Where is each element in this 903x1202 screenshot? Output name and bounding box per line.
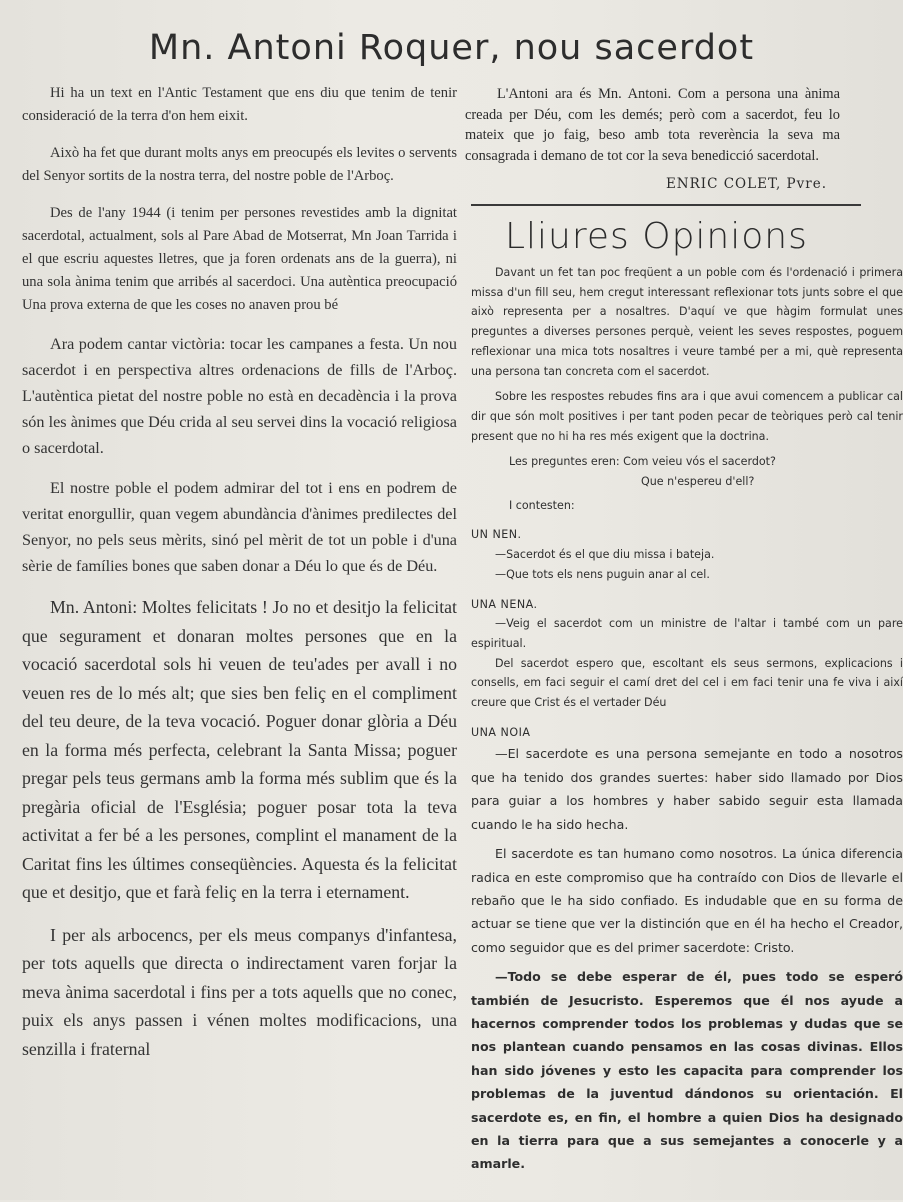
opinions-intro-2: Sobre les respostes rebudes fins ara i que avui comencem a publicar cal dir que són molt positives i per tant poden pecar de teòriques però cal tenir present que no hi ha res més exigent que la doctrina. [471,390,903,443]
article-paragraph-1: Hi ha un text en l'Antic Testament que ens diu que tenim de tenir consideració de la terra d'on hem eixit. [22,85,457,124]
article-continuation [465,84,840,166]
opinions-section [465,263,903,1176]
opinions-title: Lliures Opinions [505,216,808,257]
respondent-answer: Del sacerdot espero que, escoltant els seus sermons, explicacions i consells, em faci seguir el camí dret del cel i em faci tenir una fe viva i així creure que Crist és el vertader Déu [471,656,903,710]
respondent-answer: —Todo se debe esperar de él, pues todo se esperó también de Jesucristo. Esperemos que él nos ayude a hacernos comprender todos los problemas y dudas que se nos plantean cuando pensamos en las cosas divinas. Ellos han sido jóvenes y esto les capacita para comprender los problemas de la juventud dándonos su orientación. El sacerdote es, en fin, el hombre a quien Dios ha designado en la tierra para que a sus semejantes a conocerle y a amarle. [471,969,903,1172]
continuation-paragraph: L'Antoni ara és Mn. Antoni. Com a persona una ànima creada per Déu, com les demés; però com a sacerdot, feu lo mateix que jo faig, beso amb tota reverència la seva ma consagrada i demano de tot cor la seva benedicció sacerdotal. [465,86,840,164]
respondent-answer: —El sacerdote es una persona semejante en todo a nosotros que ha tenido dos grandes suertes: haber sido llamado por Dios para guiar a los hombres y haber sabido seguir esta llamada cuando le ha sido hecha. [471,746,903,832]
respondent-label-2: UNA NENA. [471,597,538,611]
opinions-intro-1: Davant un fet tan poc freqüent a un poble com és l'ordenació i primera missa d'un fill seu, hem cregut interessant reflexionar tots junts sobre el que això representa per a nosaltres. D'aquí ve que hàgim formulat unes preguntes a diverses persones perquè, veient les seves respostes, poguem reflexionar una mica tots nosaltres i veure també per a mi, què representa una persona tan concreta com el sacerdot. [471,266,903,378]
right-column [465,84,903,1200]
article-paragraph-3: Des de l'any 1944 (i tenim per persones revestides amb la dignitat sacerdotal, actualment, sols al Pare Abad de Motserrat, Mn Joan Tarrida i el que escriu aquestes lletres, que ja foren ordenats ans de la guerra), ni una sola ànima tenim que arribés al sacerdoci. Una autèntica preocupació Una prova externa de que les coses no anaven prou bé [22,205,457,313]
article-paragraph-5: El nostre poble el podem admirar del tot i ens en podrem de veritat enorgullir, quan vegem abundància d'ànimes predilectes del Senyor, no pels seus mèrits, sinó pel mèrit de tot un poble i d'una sèrie de famílies bones que saben donar a Déu lo que és de Déu. [22,479,457,575]
respondent-answer: El sacerdote es tan humano como nosotros. La única diferencia radica en este compromiso que ha contraído con Dios de llevarle el rebaño que le ha sido confiado. Es indudable que en su forma de actuar se tiene que ver la distinción que en él ha hecho el Creador, como seguidor que es del primer sacerdote: Cristo. [471,846,903,955]
respondent-answer: —Veig el sacerdot com un ministre de l'altar i també com un pare espiritual. [471,617,903,650]
article-body-left-column [22,82,457,1202]
respondent-answer: —Sacerdot és el que diu missa i bateja. [495,548,715,562]
article-signature: ENRIC COLET, Pvre. [665,176,827,192]
question-1: Les preguntes eren: Com veieu vós el sacerdot? [509,455,776,469]
respondent-answer: —Que tots els nens puguin anar al cel. [495,567,710,581]
question-2: Que n'espereu d'ell? [641,475,755,489]
respondent-label-1: UN NEN. [471,528,522,542]
article-paragraph-4: Ara podem cantar victòria: tocar les campanes a festa. Un nou sacerdot i en perspectiva altres ordenacions de fills de l'Arboç. L'autèntica pietat del nostre poble no està en decadència i la prova són les ànimes que Déu crida al seu servei dins la vocació religiosa o sacerdotal. [22,335,457,457]
section-divider [471,204,861,206]
article-paragraph-2: Això ha fet que durant molts anys em preocupés els levites o servents del Senyor sortits de la nostra terra, del nostre poble de l'Arboç. [22,145,457,184]
article-title: Mn. Antoni Roquer, nou sacerdot [148,28,755,68]
respondent-label-3: UNA NOIA [471,725,531,739]
answers-label: I contesten: [509,498,575,512]
article-paragraph-6: Mn. Antoni: Moltes felicitats ! Jo no et desitjo la felicitat que segurament et donaran moltes persones que en la vocació sacerdotal sols hi veuen de teu'ades per avall i no veuen res de lo més alt; que sies ben feliç en el compliment del teu deure, de la teva vocació. Poguer donar glòria a Déu en la forma més perfecta, celebrant la Santa Missa; poguer pregar pels teus germans amb la forma més sublim que és la pregària oficial de l'Església; poguer posar tota la teva activitat a fer bé a les persones, complint el manament de la Caritat fins les últimes conseqüències. Aquesta és la felicitat que et desitjo, que et farà feliç en la terra i eternament. [22,597,457,902]
article-paragraph-7: I per als arbocencs, per els meus companys d'infantesa, per tots aquells que directa o indirectament varen forjar la meva ànima sacerdotal i fins per a tots aquells que no conec, puix els anys passen i vénen moltes modificacions, una senzilla i fraternal [22,924,457,1059]
